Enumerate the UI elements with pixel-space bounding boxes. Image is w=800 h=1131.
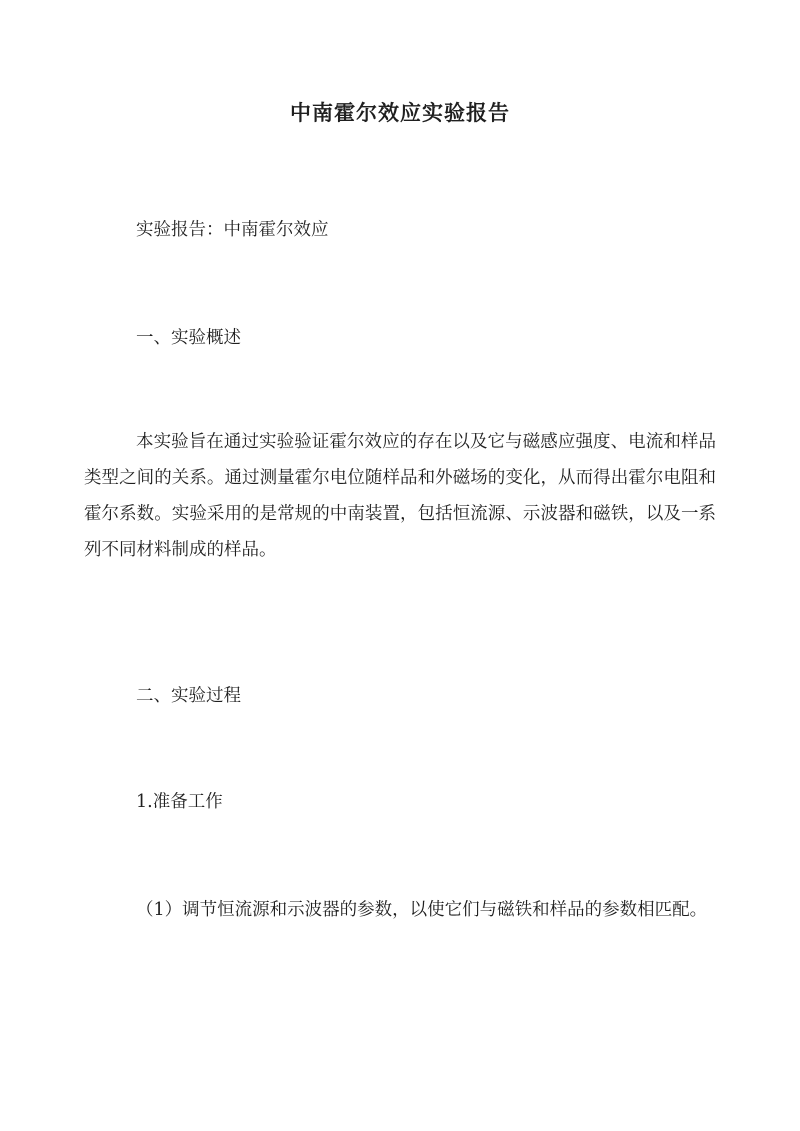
section-heading-overview: 一、实验概述 [136, 328, 241, 348]
section-heading-process: 二、实验过程 [136, 686, 241, 706]
subsection-heading-preparation: 1.准备工作 [136, 792, 223, 812]
overview-paragraph: 本实验旨在通过实验验证霍尔效应的存在以及它与磁感应强度、电流和样品类型之间的关系。通过测量霍尔电位随样品和外磁场的变化，从而得出霍尔电阻和霍尔系数。实验采用的是常规的中南装置，包括恒流源、示波器和磁铁，以及一系列不同材料制成的样品。 [84, 432, 716, 560]
report-subtitle: 实验报告：中南霍尔效应 [136, 220, 329, 240]
preparation-step-1: （1）调节恒流源和示波器的参数，以使它们与磁铁和样品的参数相匹配。 [136, 900, 708, 920]
document-title: 中南霍尔效应实验报告 [290, 100, 510, 125]
